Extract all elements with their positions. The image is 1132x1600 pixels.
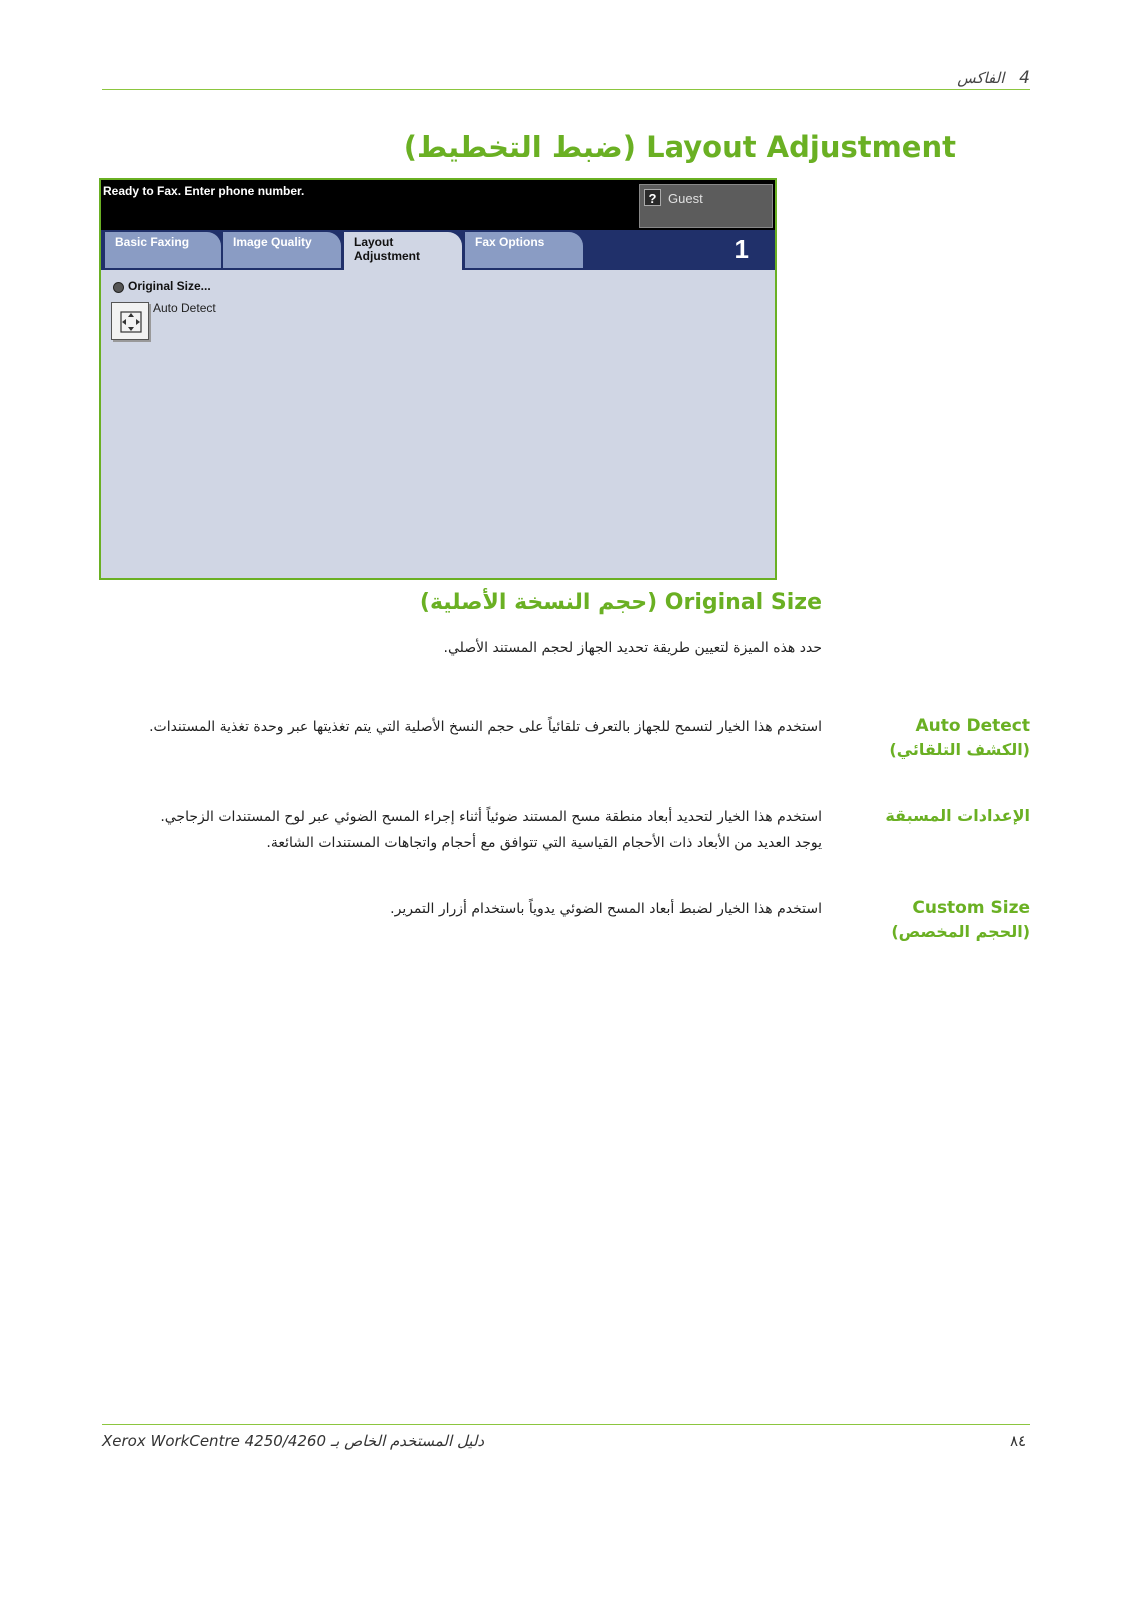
original-size-button[interactable]	[111, 302, 149, 340]
radio-icon	[113, 282, 124, 293]
tab-image-quality[interactable]: Image Quality	[223, 232, 341, 268]
original-size-label: Original Size...	[128, 279, 211, 293]
layout-adjustment-content	[101, 270, 775, 578]
guest-label: Guest	[668, 191, 703, 206]
tab-fax-options[interactable]: Fax Options	[465, 232, 583, 268]
page-number: ٨٤	[1010, 1432, 1027, 1450]
option-description: استخدم هذا الخيار لتسمح للجهاز بالتعرف تلقائياً على حجم النسخ الأصلية التي يتم تغذيتها عبر وحدة تغذية المستندات.	[149, 719, 822, 735]
section-intro: حدد هذه الميزة لتعيين طريقة تحديد الجهاز لحجم المستند الأصلي.	[443, 640, 822, 656]
option-label-ar: (الكشف التلقائي)	[889, 740, 1030, 759]
chapter-title: الفاكس	[957, 69, 1005, 87]
section-title: Original Size (حجم النسخة الأصلية)	[419, 590, 822, 615]
option-description: استخدم هذا الخيار لضبط أبعاد المسح الضوئي يدوياً باستخدام أزرار التمرير.	[390, 901, 822, 917]
auto-detect-icon	[120, 311, 142, 333]
screen-status-bar	[101, 180, 775, 230]
help-icon: ?	[644, 189, 661, 206]
option-description: استخدم هذا الخيار لتحديد أبعاد منطقة مسح المستند ضوئياً أثناء إجراء المسح الضوئي عبر لوح المستندات الزجاجي. يوجد العديد من الأبعاد ذات الأحجام القياسية التي تتوافق مع أحجام واتجاهات المستندات الشائعة.	[160, 809, 822, 851]
footer-divider	[102, 1424, 1030, 1425]
status-message: Ready to Fax. Enter phone number.	[103, 184, 305, 198]
option-label-custom-size	[870, 898, 1030, 941]
option-label-auto-detect	[870, 716, 1030, 759]
guest-button[interactable]	[639, 184, 773, 228]
chapter-number: 4	[1019, 68, 1030, 88]
original-size-value: Auto Detect	[153, 301, 216, 315]
page-title: Layout Adjustment (ضبط التخطيط)	[403, 130, 956, 164]
option-label-ar: الإعدادات المسبقة	[885, 806, 1030, 825]
tab-basic-faxing[interactable]: Basic Faxing	[105, 232, 221, 268]
option-label-presets	[870, 806, 1030, 825]
device-screen-screenshot	[99, 178, 777, 580]
tab-layout-adjustment[interactable]: Layout Adjustment	[344, 232, 462, 270]
option-label-en: Auto Detect	[915, 716, 1030, 736]
footer-guide-title: Xerox WorkCentre 4250/4260 دليل المستخدم الخاص بـ	[102, 1432, 485, 1450]
job-count-badge: 1	[734, 234, 749, 264]
chapter-heading	[957, 68, 1030, 88]
tab-bar	[101, 230, 775, 270]
page-header	[102, 64, 1030, 90]
option-label-en: Custom Size	[912, 898, 1030, 918]
option-label-ar: (الحجم المخصص)	[891, 922, 1030, 941]
